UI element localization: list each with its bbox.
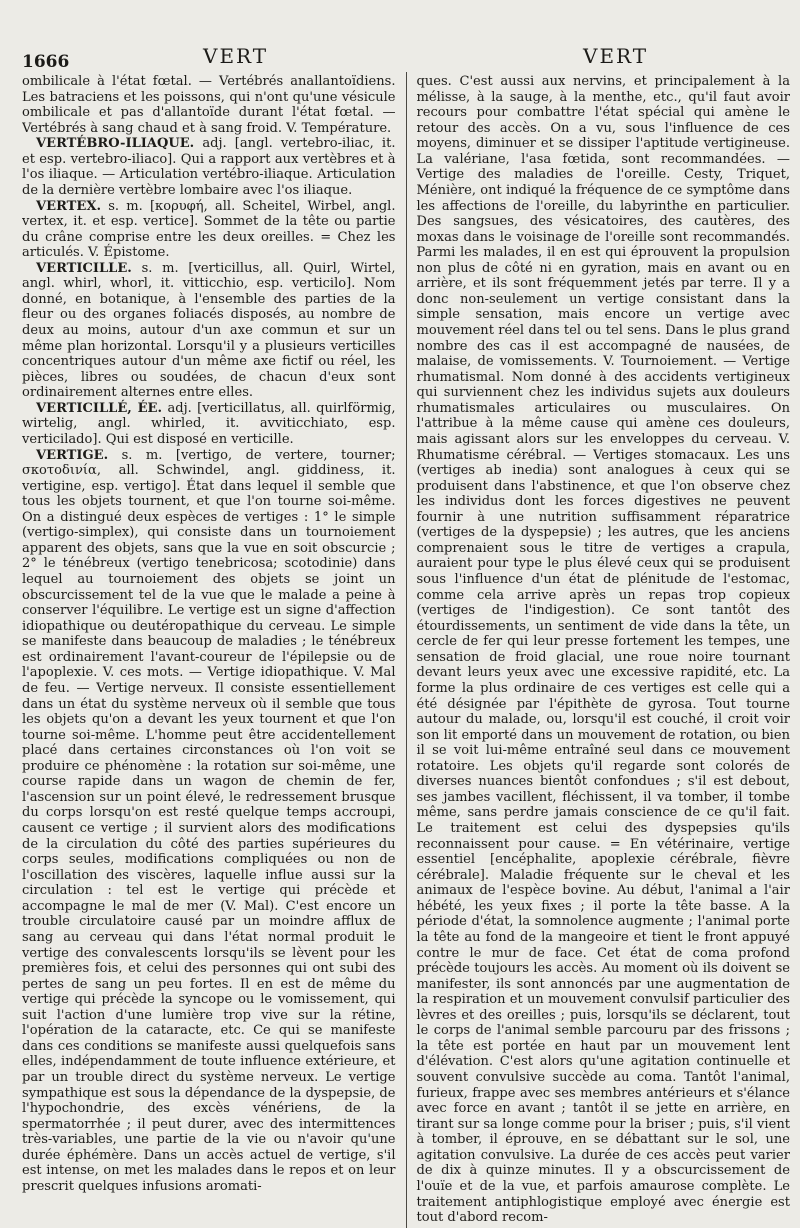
page-number: 1666 <box>22 52 70 72</box>
entry-headword: VERTÉBRO-ILIAQUE. <box>36 136 195 152</box>
entry-text: s. m. [κορυφή, all. Scheitel, Wirbel, angl. vertex, it. et esp. vertice]. Sommet de la tête ou partie du crâne comprise entre les deux oreilles. = Chez les articulés. V. Épistome. <box>22 198 396 261</box>
entry-text: ombilicale à l'état fœtal. — Vertébrés anallantoïdiens. Les batraciens et les poissons, qui n'ont qu'une vésicule ombilicale et pas d'allantoïde durant l'état fœtal. — Vertébrés à sang chaud et à sang froid. V. Température. <box>22 74 396 136</box>
entry-paragraph <box>22 136 396 198</box>
left-column <box>22 74 396 1228</box>
entry-text: s. m. [vertigo, de vertere, tourner; σκοτοδινία, all. Schwindel, angl. giddiness, it. vertigine, esp. vertigo]. État dans lequel il semble que tous les objets tournent, et que l'on tourne soi-même. On a distingué deux espèces de vertiges : 1° le simple (vertigo-simplex), qui consiste dans un tournoiement apparent des objets, sans que la vue en soit obscurcie ; 2° le ténébreux (vertigo tenebricosa; scotodinie) dans lequel au tournoiement des objets se joint un obscurcissement tel de la vue que le malade a peine à conserver l'équilibre. Le vertige est un signe d'affection idiopathique ou deutéropathique du cerveau. Le simple se manifeste dans beaucoup de maladies ; le ténébreux est ordinairement l'avant-coureur de l'épilepsie ou de l'apoplexie. V. ces mots. — Vertige idiopathique. V. Mal de feu. — Vertige nerveux. Il consiste essentiellement dans un état du système nerveux où il semble que tous les objets qu'on a devant les yeux tournent et que l'on tourne soi-même. L'homme peut être accidentellement placé dans certaines circonstances où l'on voit se produire ce phénomène : la rotation sur soi-même, une course rapide dans un wagon de chemin de fer, l'ascension sur un point élevé, le redressement brusque du corps lorsqu'on est resté quelque temps accroupi, causent ce vertige ; il survient alors des modifications de la circulation du côté des parties supérieures du corps seules, modifications compliquées ou non de l'oscillation des viscères, laquelle influe aussi sur la circulation : tel est le vertige qui précède et accompagne le mal de mer (V. Mal). C'est encore un trouble circulatoire causé par un moindre afflux de sang au cerveau qui dans l'état normal produit le vertige des convalescents lorsqu'ils se lèvent pour les premières fois, et celui des personnes qui ont subi des pertes de sang un peu fortes. Il en est de même du vertige qui précède la syncope ou le vomissement, qui suit l'action d'une lumière trop vive sur la rétine, l'opération de la cataracte, etc. Ce qui se manifeste dans ces conditions se manifeste aussi quelquefois sans elles, indépendamment de toute influence extérieure, et par un trouble direct du système nerveux. Le vertige sympathique est sous la dépendance de la dyspepsie, de l'hypochondrie, des excès vénériens, de la spermatorrhée ; il peut durer, avec des intermittences très-variables, une partie de la vie ou n'avoir qu'une durée éphémère. Dans un accès actuel de vertige, s'il est intense, on met les malades dans le repos et on leur prescrit quelques infusions aromati- <box>22 447 396 1194</box>
entry-paragraph <box>22 401 396 448</box>
entry-headword: VERTEX. <box>36 198 101 214</box>
entry-paragraph <box>416 74 790 1226</box>
running-head-right: VERT <box>583 44 649 68</box>
entry-text: s. m. [verticillus, all. Quirl, Wirtel, angl. whirl, whorl, it. vitticchio, esp. verticilo]. Nom donné, en botanique, à l'ensemble des parties de la fleur ou des organes foliacés disposés, au nombre de deux au moins, autour d'un axe commun et sur un même plan horizontal. Lorsqu'il y a plusieurs verticilles concentriques autour d'un même axe fictif ou réel, les pièces, libres ou soudées, de chacun d'eux sont ordinairement alternes entre elles. <box>22 260 396 401</box>
entry-text: ques. C'est aussi aux nervins, et principalement à la mélisse, à la sauge, à la menthe, etc., qu'il faut avoir recours pour combattre l'état spécial qui amène le retour des accès. On a vu, sous l'influence de ces moyens, diminuer et se dissiper l'aptitude vertigineuse. La valériane, l'asa fœtida, sont recommandées. — Vertige des maladies de l'oreille. Cesty, Triquet, Ménière, ont indiqué la fréquence de ce symptôme dans les affections de l'oreille, du labyrinthe en particulier. Des sangsues, des vésicatoires, des cautères, des moxas dans le voisinage de l'oreille sont recommandés. Parmi les malades, il en est qui éprouvent la propulsion non plus de côté ni en gyration, mais en avant ou en arrière, et ils sont fréquemment jetés par terre. Il y a donc non-seulement un vertige consistant dans la simple sensation, mais encore un vertige avec mouvement réel dans tel ou tel sens. Dans le plus grand nombre des cas il est accompagné de nausées, de malaise, de vomissements. V. Tournoiement. — Vertige rhumatismal. Nom donné à des accidents vertigineux qui surviennent chez les individus sujets aux douleurs rhumatismales articulaires ou musculaires. On l'attribue à la même cause qui amène ces douleurs, mais agissant alors sur les enveloppes du cerveau. V. Rhumatisme cérébral. — Vertiges stomacaux. Les uns (vertiges ab inedia) sont analogues à ceux qui se produisent dans l'abstinence, et que l'on observe chez les individus dont les forces digestives ne peuvent fournir à une nutrition suffisamment réparatrice (vertiges de la dyspepsie) ; les autres, que les anciens comprenaient sous le titre de vertiges a crapula, auraient pour type le plus élevé ceux qui se produisent sous l'influence d'un état de plénitude de l'estomac, comme cela arrive après un repas trop copieux (vertiges de l'indigestion). Ce sont tantôt des étourdissements, un sentiment de vide dans la tête, un cercle de fer qui leur presse fortement les tempes, une sensation de froid glacial, une roue noire tournant devant leurs yeux avec une excessive rapidité, etc. La forme la plus ordinaire de ces vertiges est celle qui a été désignée par l'épithète de gyrosa. Tout tourne autour du malade, ou, lorsqu'il est couché, il croit voir son lit emporté dans un mouvement de rotation, ou bien il se voit lui-même entraîné seul dans ce mouvement rotatoire. Les objets qu'il regarde sont colorés de diverses nuances bientôt confondues ; s'il est debout, ses jambes vacillent, fléchissent, il va tomber, il tombe même, sans perdre jamais conscience de ce qu'il fait. Le traitement est celui des dyspepsies qu'ils reconnaissent pour cause. = En vétérinaire, vertige essentiel [encéphalite, apoplexie cérébrale, fièvre cérébrale]. Maladie fréquente sur le cheval et les animaux de l'espèce bovine. Au début, l'animal a l'air hébété, les yeux fixes ; il porte la tête basse. A la période d'état, la somnolence augmente ; l'animal porte la tête au fond de la mangeoire et tient le front appuyé contre le mur de face. Cet état de coma profond précède toujours les accès. Au moment où ils doivent se manifester, ils sont annoncés par une augmentation de la respiration et un mouvement convulsif particulier des lèvres et des oreilles ; puis, lorsqu'ils se déclarent, tout le corps de l'animal semble parcouru par des frissons ; la tête est portée en haut par un mouvement lent d'élévation. C'est alors qu'une agitation continuelle et souvent convulsive succède au coma. Tantôt l'animal, furieux, frappe avec ses membres antérieurs et s'élance avec force en avant ; tantôt il se jette en arrière, en tirant sur sa longe comme pour la briser ; puis, s'il vient à tomber, il éprouve, en se débattant sur le sol, une agitation convulsive. La durée de ces accès peut varier de dix à quinze minutes. Il y a obscurcissement de l'ouïe et de la vue, et parfois amaurose complète. Le traitement antiphlogistique employé avec énergie est tout d'abord recom- <box>416 74 790 1226</box>
entry-paragraph <box>22 199 396 261</box>
entry-text: adj. [angl. vertebro-iliac, it. et esp. vertebro-iliaco]. Qui a rapport aux vertèbres et à l'os iliaque. — Articulation vertébro-iliaque. Articulation de la dernière vertèbre lombaire avec l'os iliaque. <box>22 136 396 198</box>
entry-paragraph <box>22 74 396 136</box>
entry-paragraph <box>22 448 396 1195</box>
entry-headword: VERTIGE. <box>36 447 109 463</box>
entry-headword: VERTICILLE. <box>36 260 132 276</box>
page-header <box>22 40 786 72</box>
entry-text: adj. [verticillatus, all. quirlförmig, wirtelig, angl. whirled, it. avviticchiato, esp. verticilado]. Qui est disposé en verticille. <box>22 400 396 447</box>
running-head-left: VERT <box>203 44 269 68</box>
column-divider <box>406 72 407 1228</box>
right-column <box>416 74 790 1228</box>
entry-headword: VERTICILLÉ, ÉE. <box>36 400 163 416</box>
entry-paragraph <box>22 261 396 401</box>
text-columns <box>22 74 790 1228</box>
